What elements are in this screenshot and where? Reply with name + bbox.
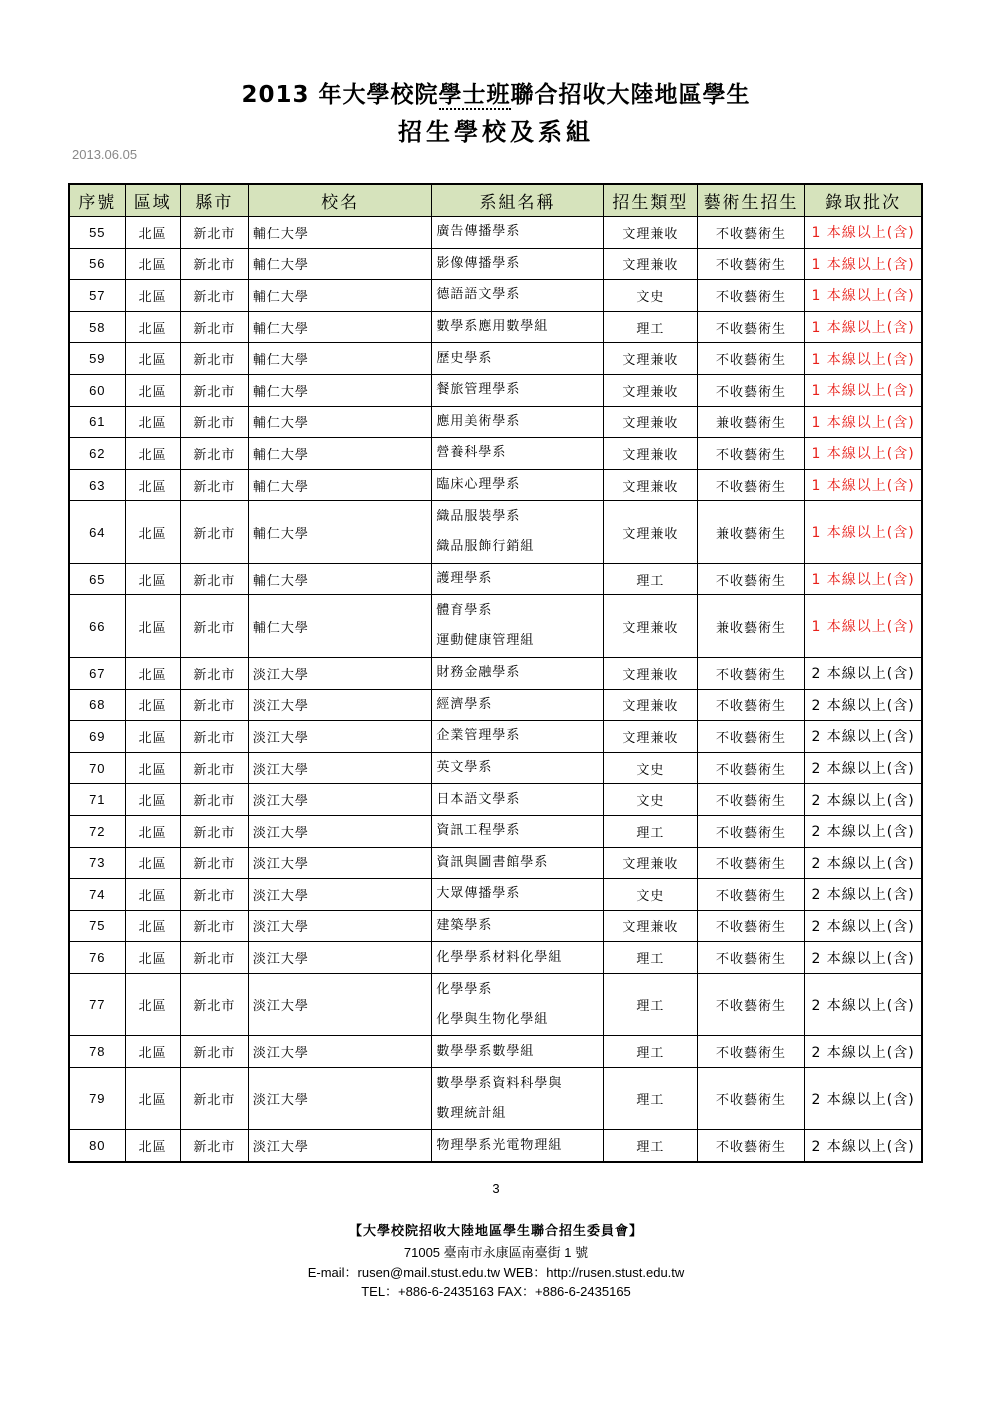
- row-department: [432, 752, 603, 784]
- row-school: 淡江大學: [248, 1130, 431, 1162]
- row-department: [432, 815, 603, 847]
- row-region: 北區: [125, 973, 180, 1036]
- department-line: 數學學系數學組: [436, 1043, 535, 1059]
- row-art-students: 兼收藝術生: [697, 501, 804, 564]
- department-line: 德語語文學系: [436, 287, 521, 303]
- row-number: 74: [69, 879, 125, 911]
- department-line: 營養科學系: [436, 445, 507, 461]
- row-admission-type: 文理兼收: [603, 847, 697, 879]
- row-batch: 2 本線以上(含): [805, 1036, 922, 1068]
- row-batch: 1 本線以上(含): [805, 280, 922, 312]
- row-number: 55: [69, 217, 125, 249]
- row-number: 65: [69, 563, 125, 595]
- table-row: [69, 689, 922, 721]
- row-school: 輔仁大學: [248, 343, 431, 375]
- row-region: 北區: [125, 721, 180, 753]
- row-region: 北區: [125, 847, 180, 879]
- row-school: 輔仁大學: [248, 563, 431, 595]
- row-region: 北區: [125, 1067, 180, 1130]
- row-region: 北區: [125, 815, 180, 847]
- header-cell: 序號: [69, 184, 125, 217]
- row-school: 輔仁大學: [248, 374, 431, 406]
- row-department: [432, 689, 603, 721]
- table-row: [69, 752, 922, 784]
- row-school: 輔仁大學: [248, 469, 431, 501]
- row-admission-type: 文理兼收: [603, 469, 697, 501]
- table-row: [69, 595, 922, 658]
- row-number: 77: [69, 973, 125, 1036]
- row-school: 淡江大學: [248, 689, 431, 721]
- table-row: [69, 1130, 922, 1162]
- row-number: 80: [69, 1130, 125, 1162]
- row-city: 新北市: [180, 563, 248, 595]
- row-school: 輔仁大學: [248, 406, 431, 438]
- row-admission-type: 理工: [603, 973, 697, 1036]
- row-city: 新北市: [180, 374, 248, 406]
- row-department: [432, 879, 603, 911]
- row-city: 新北市: [180, 469, 248, 501]
- row-art-students: 不收藝術生: [697, 343, 804, 375]
- row-art-students: 兼收藝術生: [697, 595, 804, 658]
- row-city: 新北市: [180, 689, 248, 721]
- table-row: [69, 942, 922, 974]
- footer-email-web: E-mail：rusen@mail.stust.edu.tw WEB：http://rusen.stust.edu.tw: [307, 1265, 685, 1280]
- row-school: 淡江大學: [248, 1067, 431, 1130]
- row-school: 淡江大學: [248, 973, 431, 1036]
- department-line: 經濟學系: [436, 696, 493, 712]
- row-admission-type: 理工: [603, 815, 697, 847]
- row-batch: 1 本線以上(含): [805, 374, 922, 406]
- department-line: 餐旅管理學系: [436, 382, 521, 398]
- row-region: 北區: [125, 563, 180, 595]
- table-row: [69, 280, 922, 312]
- row-region: 北區: [125, 1130, 180, 1162]
- row-admission-type: 理工: [603, 1130, 697, 1162]
- row-region: 北區: [125, 374, 180, 406]
- row-batch: 2 本線以上(含): [805, 815, 922, 847]
- row-number: 68: [69, 689, 125, 721]
- row-batch: 1 本線以上(含): [805, 248, 922, 280]
- row-art-students: 不收藝術生: [697, 657, 804, 689]
- title-underlined-part: 學士班: [438, 82, 511, 108]
- table-row: [69, 1067, 922, 1130]
- row-number: 79: [69, 1067, 125, 1130]
- department-line: 化學學系材料化學組: [436, 949, 563, 965]
- row-number: 75: [69, 910, 125, 942]
- document-title: [0, 76, 992, 109]
- footer-address: 71005 臺南市永康區南臺街 1 號: [403, 1245, 589, 1260]
- row-art-students: 不收藝術生: [697, 469, 804, 501]
- row-admission-type: 文理兼收: [603, 248, 697, 280]
- row-admission-type: 文理兼收: [603, 689, 697, 721]
- row-city: 新北市: [180, 311, 248, 343]
- row-school: 輔仁大學: [248, 217, 431, 249]
- header-cell: 招生類型: [603, 184, 697, 217]
- row-batch: 1 本線以上(含): [805, 595, 922, 658]
- row-school: 淡江大學: [248, 752, 431, 784]
- row-school: 輔仁大學: [248, 280, 431, 312]
- row-city: 新北市: [180, 879, 248, 911]
- department-line: 數理統計組: [436, 1105, 507, 1121]
- row-department: [432, 501, 603, 564]
- row-city: 新北市: [180, 438, 248, 470]
- row-art-students: 不收藝術生: [697, 910, 804, 942]
- row-number: 56: [69, 248, 125, 280]
- row-art-students: 不收藝術生: [697, 942, 804, 974]
- row-batch: 2 本線以上(含): [805, 689, 922, 721]
- table-row: [69, 847, 922, 879]
- row-region: 北區: [125, 942, 180, 974]
- row-city: 新北市: [180, 973, 248, 1036]
- row-number: 66: [69, 595, 125, 658]
- row-admission-type: 文理兼收: [603, 910, 697, 942]
- row-school: 輔仁大學: [248, 438, 431, 470]
- table-body: [69, 217, 922, 1163]
- row-department: [432, 1036, 603, 1068]
- row-batch: 1 本線以上(含): [805, 438, 922, 470]
- row-school: 輔仁大學: [248, 595, 431, 658]
- row-city: 新北市: [180, 1130, 248, 1162]
- row-number: 61: [69, 406, 125, 438]
- row-department: [432, 1067, 603, 1130]
- row-region: 北區: [125, 501, 180, 564]
- row-region: 北區: [125, 406, 180, 438]
- row-number: 64: [69, 501, 125, 564]
- row-batch: 1 本線以上(含): [805, 501, 922, 564]
- row-art-students: 不收藝術生: [697, 248, 804, 280]
- row-number: 69: [69, 721, 125, 753]
- row-art-students: 不收藝術生: [697, 689, 804, 721]
- row-city: 新北市: [180, 752, 248, 784]
- department-line: 化學學系: [436, 981, 493, 997]
- row-school: 淡江大學: [248, 847, 431, 879]
- row-region: 北區: [125, 752, 180, 784]
- row-city: 新北市: [180, 248, 248, 280]
- row-admission-type: 文史: [603, 784, 697, 816]
- row-number: 76: [69, 942, 125, 974]
- table-row: [69, 374, 922, 406]
- row-region: 北區: [125, 784, 180, 816]
- table-row: [69, 879, 922, 911]
- row-art-students: 不收藝術生: [697, 815, 804, 847]
- row-art-students: 不收藝術生: [697, 563, 804, 595]
- row-city: 新北市: [180, 784, 248, 816]
- row-region: 北區: [125, 689, 180, 721]
- department-line: 運動健康管理組: [436, 633, 535, 649]
- document-subtitle: 招生學校及系組: [398, 118, 594, 146]
- row-department: [432, 910, 603, 942]
- table-row: [69, 343, 922, 375]
- row-city: 新北市: [180, 280, 248, 312]
- row-admission-type: 文理兼收: [603, 721, 697, 753]
- row-school: 淡江大學: [248, 910, 431, 942]
- row-school: 輔仁大學: [248, 248, 431, 280]
- row-school: 淡江大學: [248, 657, 431, 689]
- department-line: 數學學系資料科學與: [436, 1075, 563, 1091]
- row-batch: 2 本線以上(含): [805, 657, 922, 689]
- department-line: 臨床心理學系: [436, 477, 521, 493]
- row-department: [432, 847, 603, 879]
- row-region: 北區: [125, 910, 180, 942]
- department-line: 影像傳播學系: [436, 255, 521, 271]
- department-line: 體育學系: [436, 603, 493, 619]
- row-batch: 2 本線以上(含): [805, 1130, 922, 1162]
- row-school: 輔仁大學: [248, 501, 431, 564]
- row-city: 新北市: [180, 910, 248, 942]
- row-batch: 1 本線以上(含): [805, 311, 922, 343]
- row-region: 北區: [125, 343, 180, 375]
- row-city: 新北市: [180, 657, 248, 689]
- department-line: 財務金融學系: [436, 665, 521, 681]
- row-department: [432, 280, 603, 312]
- table-row: [69, 910, 922, 942]
- row-admission-type: 文理兼收: [603, 217, 697, 249]
- row-number: 63: [69, 469, 125, 501]
- row-number: 58: [69, 311, 125, 343]
- row-art-students: 兼收藝術生: [697, 406, 804, 438]
- row-region: 北區: [125, 879, 180, 911]
- row-batch: 2 本線以上(含): [805, 973, 922, 1036]
- row-school: 淡江大學: [248, 879, 431, 911]
- table-row: [69, 217, 922, 249]
- row-city: 新北市: [180, 217, 248, 249]
- department-line: 應用美術學系: [436, 413, 521, 429]
- row-department: [432, 563, 603, 595]
- row-art-students: 不收藝術生: [697, 311, 804, 343]
- department-line: 織品服裝學系: [436, 509, 521, 525]
- row-city: 新北市: [180, 406, 248, 438]
- row-admission-type: 理工: [603, 942, 697, 974]
- row-admission-type: 文理兼收: [603, 374, 697, 406]
- row-region: 北區: [125, 311, 180, 343]
- row-school: 淡江大學: [248, 815, 431, 847]
- row-admission-type: 文理兼收: [603, 406, 697, 438]
- row-admission-type: 文理兼收: [603, 501, 697, 564]
- table-row: [69, 657, 922, 689]
- header-cell: 校名: [248, 184, 431, 217]
- row-city: 新北市: [180, 942, 248, 974]
- department-line: 物理學系光電物理組: [436, 1137, 563, 1153]
- row-admission-type: 文史: [603, 879, 697, 911]
- department-line: 資訊工程學系: [436, 823, 521, 839]
- row-region: 北區: [125, 469, 180, 501]
- row-batch: 2 本線以上(含): [805, 1067, 922, 1130]
- table-row: [69, 469, 922, 501]
- row-school: 淡江大學: [248, 1036, 431, 1068]
- row-department: [432, 1130, 603, 1162]
- department-line: 資訊與圖書館學系: [436, 854, 549, 870]
- row-art-students: 不收藝術生: [697, 280, 804, 312]
- department-line: 數學系應用數學組: [436, 319, 549, 335]
- table-row: [69, 721, 922, 753]
- row-art-students: 不收藝術生: [697, 1067, 804, 1130]
- table-row: [69, 563, 922, 595]
- row-region: 北區: [125, 438, 180, 470]
- table-row: [69, 406, 922, 438]
- table-row: [69, 311, 922, 343]
- row-admission-type: 理工: [603, 563, 697, 595]
- schools-table: [68, 183, 923, 1163]
- row-school: 淡江大學: [248, 784, 431, 816]
- row-number: 71: [69, 784, 125, 816]
- header-cell: 系組名稱: [432, 184, 603, 217]
- row-art-students: 不收藝術生: [697, 879, 804, 911]
- row-admission-type: 文史: [603, 280, 697, 312]
- header-cell: 區域: [125, 184, 180, 217]
- table-row: [69, 1036, 922, 1068]
- row-city: 新北市: [180, 721, 248, 753]
- row-batch: 1 本線以上(含): [805, 217, 922, 249]
- row-department: [432, 343, 603, 375]
- page-number: 3: [492, 1181, 500, 1196]
- row-art-students: 不收藝術生: [697, 374, 804, 406]
- document-date: 2013.06.05: [72, 147, 138, 162]
- department-line: 織品服飾行銷組: [436, 539, 535, 555]
- row-art-students: 不收藝術生: [697, 1036, 804, 1068]
- row-city: 新北市: [180, 343, 248, 375]
- row-school: 輔仁大學: [248, 311, 431, 343]
- row-department: [432, 942, 603, 974]
- row-batch: 2 本線以上(含): [805, 942, 922, 974]
- row-batch: 1 本線以上(含): [805, 343, 922, 375]
- row-city: 新北市: [180, 595, 248, 658]
- row-number: 67: [69, 657, 125, 689]
- table-row: [69, 815, 922, 847]
- row-number: 59: [69, 343, 125, 375]
- row-region: 北區: [125, 280, 180, 312]
- title-part-2: 聯合招收大陸地區學生: [510, 82, 751, 108]
- row-department: [432, 438, 603, 470]
- row-region: 北區: [125, 1036, 180, 1068]
- row-city: 新北市: [180, 815, 248, 847]
- department-line: 護理學系: [436, 571, 493, 587]
- department-line: 建築學系: [436, 917, 493, 933]
- department-line: 日本語文學系: [436, 791, 521, 807]
- row-department: [432, 406, 603, 438]
- row-department: [432, 973, 603, 1036]
- row-batch: 1 本線以上(含): [805, 563, 922, 595]
- row-department: [432, 217, 603, 249]
- table-row: [69, 438, 922, 470]
- row-art-students: 不收藝術生: [697, 217, 804, 249]
- row-batch: 2 本線以上(含): [805, 752, 922, 784]
- row-department: [432, 248, 603, 280]
- row-art-students: 不收藝術生: [697, 847, 804, 879]
- row-art-students: 不收藝術生: [697, 784, 804, 816]
- row-department: [432, 469, 603, 501]
- row-batch: 2 本線以上(含): [805, 847, 922, 879]
- row-admission-type: 文理兼收: [603, 595, 697, 658]
- row-number: 60: [69, 374, 125, 406]
- row-batch: 1 本線以上(含): [805, 469, 922, 501]
- header-cell: 錄取批次: [805, 184, 922, 217]
- department-line: 化學與生物化學組: [436, 1011, 549, 1027]
- row-region: 北區: [125, 217, 180, 249]
- row-number: 78: [69, 1036, 125, 1068]
- table-header-row: [69, 184, 922, 217]
- row-city: 新北市: [180, 1067, 248, 1130]
- row-admission-type: 理工: [603, 311, 697, 343]
- row-batch: 2 本線以上(含): [805, 721, 922, 753]
- table-row: [69, 248, 922, 280]
- row-number: 70: [69, 752, 125, 784]
- department-line: 廣告傳播學系: [436, 224, 521, 240]
- row-department: [432, 657, 603, 689]
- row-region: 北區: [125, 657, 180, 689]
- row-admission-type: 文理兼收: [603, 657, 697, 689]
- row-art-students: 不收藝術生: [697, 1130, 804, 1162]
- header-cell: 藝術生招生: [697, 184, 804, 217]
- department-line: 歷史學系: [436, 350, 493, 366]
- row-department: [432, 784, 603, 816]
- row-city: 新北市: [180, 501, 248, 564]
- header-cell: 縣市: [180, 184, 248, 217]
- row-admission-type: 文史: [603, 752, 697, 784]
- row-region: 北區: [125, 595, 180, 658]
- table-row: [69, 501, 922, 564]
- row-admission-type: 文理兼收: [603, 343, 697, 375]
- row-batch: 2 本線以上(含): [805, 910, 922, 942]
- table-row: [69, 784, 922, 816]
- row-admission-type: 文理兼收: [603, 438, 697, 470]
- row-number: 57: [69, 280, 125, 312]
- row-city: 新北市: [180, 1036, 248, 1068]
- row-admission-type: 理工: [603, 1067, 697, 1130]
- row-school: 淡江大學: [248, 721, 431, 753]
- row-batch: 1 本線以上(含): [805, 406, 922, 438]
- row-admission-type: 理工: [603, 1036, 697, 1068]
- row-number: 72: [69, 815, 125, 847]
- footer-tel-fax: TEL：+886-6-2435163 FAX：+886-6-2435165: [361, 1284, 631, 1299]
- row-number: 73: [69, 847, 125, 879]
- row-region: 北區: [125, 248, 180, 280]
- row-number: 62: [69, 438, 125, 470]
- row-city: 新北市: [180, 847, 248, 879]
- footer-org: 【大學校院招收大陸地區學生聯合招生委員會】: [348, 1224, 643, 1239]
- row-art-students: 不收藝術生: [697, 752, 804, 784]
- row-department: [432, 595, 603, 658]
- row-department: [432, 374, 603, 406]
- row-batch: 2 本線以上(含): [805, 784, 922, 816]
- row-art-students: 不收藝術生: [697, 973, 804, 1036]
- department-line: 企業管理學系: [436, 728, 521, 744]
- row-art-students: 不收藝術生: [697, 438, 804, 470]
- row-batch: 2 本線以上(含): [805, 879, 922, 911]
- row-department: [432, 721, 603, 753]
- table-row: [69, 973, 922, 1036]
- row-department: [432, 311, 603, 343]
- department-line: 英文學系: [436, 760, 493, 776]
- row-school: 淡江大學: [248, 942, 431, 974]
- title-part-1: 2013 年大學校院: [241, 82, 439, 108]
- row-art-students: 不收藝術生: [697, 721, 804, 753]
- department-line: 大眾傳播學系: [436, 886, 521, 902]
